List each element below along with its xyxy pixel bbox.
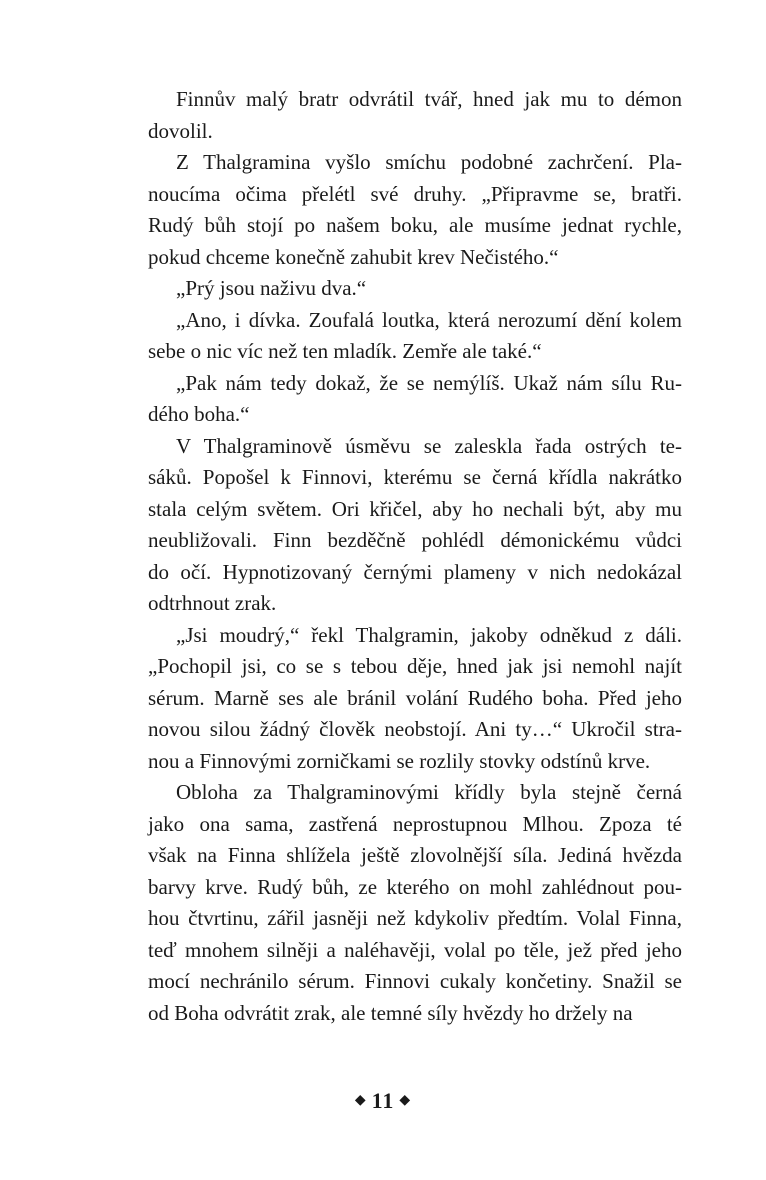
text-line: Z Thalgramina vyšlo smíchu podobné zachrčení. Pla- — [176, 150, 682, 174]
text-line: odtrhnout zrak. — [148, 591, 277, 615]
text-line: nou a Finnovými zorničkami se rozlily stovky odstínů krve. — [148, 748, 651, 773]
text-line: „Prý jsou naživu dva.“ — [176, 276, 367, 300]
text-line: neubližovali. Finn bezděčně pohlédl démonickému vůdci — [148, 528, 682, 552]
text-line: do očí. Hypnotizovaný černými plameny v nich nedokázal — [148, 559, 682, 584]
page-number — [0, 1088, 766, 1114]
text-line: však na Finna shlížela ještě zlovolnější síla. Jediná hvězda — [148, 843, 682, 867]
paragraph — [148, 777, 682, 1029]
text-line: Rudý bůh stojí po našem boku, ale musíme jednat rychle, — [148, 213, 682, 237]
text-line: noucíma očima přelétl své druhy. „Připravme se, bratři. — [148, 181, 682, 206]
paragraph — [148, 147, 682, 273]
text-line: teď mnohem silněji a naléhavěji, volal po těle, jež před jeho — [148, 937, 682, 962]
paragraph — [148, 273, 682, 305]
text-line: „Pochopil jsi, co se s tebou děje, hned jak jsi nemohl najít — [148, 654, 682, 678]
paragraph — [148, 620, 682, 778]
paragraph — [148, 368, 682, 431]
paragraph — [148, 431, 682, 620]
text-line: „Pak nám tedy dokaž, že se nemýlíš. Ukaž nám sílu Ru- — [176, 370, 682, 395]
text-line: hou čtvrtinu, zářil jasněji než kdykoliv předtím. Volal Finna, — [148, 906, 682, 930]
text-line: stala celým světem. Ori křičel, aby ho nechali být, aby mu — [148, 496, 682, 521]
text-line: Finnův malý bratr odvrátil tvář, hned jak mu to démon — [176, 87, 682, 111]
text-line: „Jsi moudrý,“ řekl Thalgramin, jakoby odněkud z dáli. — [176, 622, 682, 647]
paragraph — [148, 305, 682, 368]
folio-ornament-right: ◆ — [399, 1093, 412, 1109]
text-line: dého boha.“ — [148, 402, 250, 426]
paragraph — [148, 84, 682, 147]
text-line: sáků. Popošel k Finnovi, kterému se černá křídla nakrátko — [148, 465, 682, 489]
text-line: sebe o nic víc než ten mladík. Zemře ale také.“ — [148, 339, 542, 363]
text-line: sérum. Marně ses ale bránil volání Rudého boha. Před jeho — [148, 685, 682, 710]
body-text — [148, 84, 682, 1029]
text-line: V Thalgraminově úsměvu se zaleskla řada ostrých te- — [176, 433, 682, 458]
text-line: „Ano, i dívka. Zoufalá loutka, která nerozumí dění kolem — [176, 307, 682, 332]
text-line: od Boha odvrátit zrak, ale temné síly hvězdy ho držely na — [148, 1000, 633, 1025]
text-line: pokud chceme konečně zahubit krev Nečistého.“ — [148, 244, 559, 269]
folio-ornament-left: ◆ — [354, 1093, 367, 1109]
text-line: novou silou žádný člověk neobstojí. Ani ty…“ Ukročil stra- — [148, 717, 682, 741]
text-line: jako ona sama, zastřená neprostupnou Mlhou. Zpoza té — [148, 811, 682, 836]
page-number-value: 11 — [371, 1088, 395, 1113]
text-line: barvy krve. Rudý bůh, ze kterého on mohl zahlédnout pou- — [148, 874, 682, 899]
text-line: dovolil. — [148, 118, 213, 143]
text-line: Obloha za Thalgraminovými křídly byla stejně černá — [176, 780, 682, 804]
text-line: mocí nechránilo sérum. Finnovi cukaly končetiny. Snažil se — [148, 969, 682, 993]
